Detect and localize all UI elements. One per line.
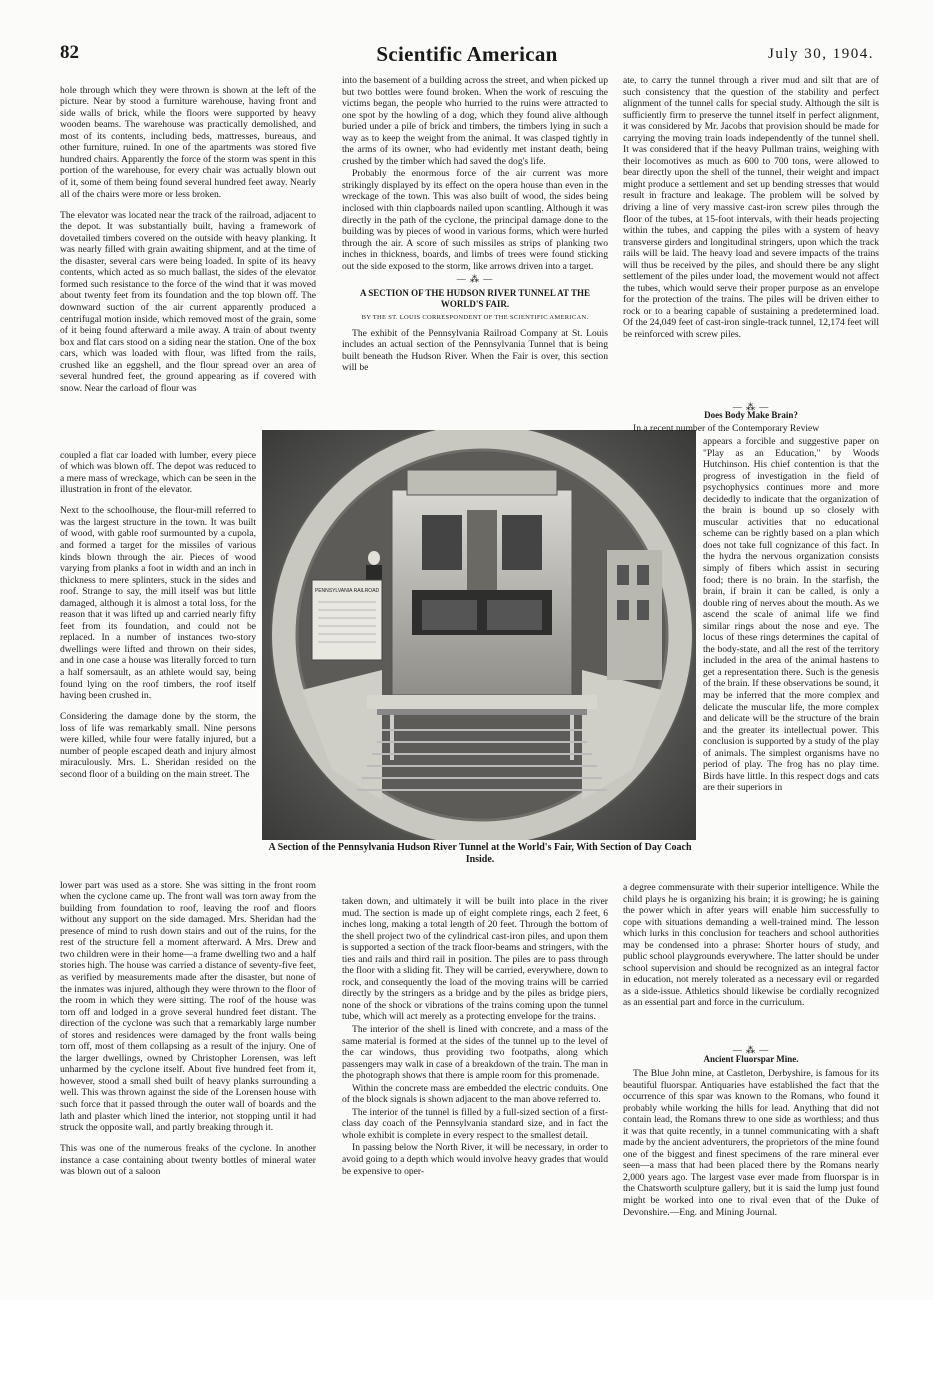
- page-title: Scientific American: [376, 42, 558, 66]
- paragraph: In a recent number of the Contemporary Review: [633, 423, 820, 434]
- paragraph: The interior of the tunnel is filled by a full-sized section of a first-class day coach of the Pennsylvania standard size, and in fact the whole exhibit is complete in every respect to the smallest detail.: [342, 1106, 608, 1141]
- column-3-middle: [623, 882, 879, 1042]
- column-3-narrow: [703, 436, 879, 882]
- paragraph: Probably the enormous force of the air current was more strikingly displayed by its effect on the opera house than even in the wreckage of the town. This was also built of wood, the sides being inclosed with thin clapboards nailed upon scantling. Although it was directly in the path of the cyclone, the principal damage done to the building was by pieces of wood in various forms, which were hurled through the air. A score of such missiles as strips of planking two inches in thickness, boards, and limbs of trees were found sticking out the side exposed to the storm, like arrows driven into a target.: [342, 168, 608, 272]
- column-1-top: [60, 75, 316, 441]
- column-1-narrow: [60, 440, 256, 870]
- column-3-top: [623, 75, 879, 400]
- column-2-bottom: [342, 896, 608, 1296]
- paragraph: appears a forcible and suggestive paper on "Play as an Education," by Woods Hutchinson. His chief contention is that the progress of investigation in the field of psychophysics continues more and more decidedly to indicate that the organization of the brain is bound up so closely with muscular activities that no educational scheme can be rightly based on a plan which does not take full cognizance of this fact. In the hydra the nervous organization consists simply of fibers which assist in securing food; there is no brain. In the starfish, the brain, if brain it can be called, is only a double ring of nerves about the mouth. As we ascend the scale of animal life we find similar rings about the nose and eye. The locus of these rings determines the capital of the body-state, and all the rest of the territory included in the area of the animal hastens to get a representation there. Such is the genesis of the brain. If these observations be sound, it may be inferred that the more complex and delicate the muscular life, the more complex and delicate will be the structure of the brain and the greater its intellectual power. This conclusion is supported by a study of the play of animals. The simplest organisms have no period of play. The frog has no play time. Birds have little. In this respect dogs and cats are their superiors in: [703, 436, 879, 794]
- brain-article-heading: Does Body Make Brain?: [704, 410, 798, 420]
- paragraph: The elevator was located near the track of the railroad, adjacent to the depot. It was substantially built, having a framework of dovetailed timbers covered on the outside with heavy planking. It was nearly filled with grain awaiting shipment, and at the time of the disaster, several cars were being loaded. In spite of its heavy contents, which acted as so much ballast, the sides of the elevator formed such resistance to the force of the wind that it was moved about twenty feet from its foundation and the top blown off. The downward suction of the air current apparently produced a centrifugal motion inside, which removed most of the grain, some of it being found afterward a mile away. A train of about twenty box and flat cars stood on a siding near the station. One of the box cars, which was loaded with flour, was lifted from the rails, crushed like an eggshell, and the flour spread over an area of several hundred feet, the ground appearing as if covered with snow. Near the carload of flour was: [60, 209, 316, 394]
- paragraph: The interior of the shell is lined with concrete, and a mass of the same material is formed at the sides of the tunnel up to the level of the car windows, thus providing two footpaths, along which passengers may walk in case of a breakdown of the train. The man in the photograph shows that there is ample room for this promenade.: [342, 1024, 608, 1082]
- paragraph: This was one of the numerous freaks of the cyclone. In another instance a case containing about twenty bottles of mineral water was blown out of a saloon: [60, 1143, 316, 1178]
- fluorspar-article-heading: Ancient Fluorspar Mine.: [703, 1054, 799, 1064]
- column-2-top: [342, 75, 608, 420]
- ornament-divider: — ⁂ —: [732, 1045, 770, 1055]
- tunnel-article-byline: BY THE ST. LOUIS CORRESPONDENT OF THE SCIENTIFIC AMERICAN.: [361, 314, 589, 322]
- paragraph: into the basement of a building across the street, and when picked up but two bottles were found broken. When the work of rescuing the victims began, the people who hurried to the ruins were attracted to one spot by the howling of a dog, which they found alive although buried under a pile of brick and timbers, the timbers lying in such a way as to keep the weight from the animal. It was clasped tightly in the arms of its owner, who had evidently met instant death, being crushed by the timber which had saved the dog's life.: [342, 75, 608, 167]
- paragraph: hole through which they were thrown is shown at the left of the picture. Near by stood a furniture warehouse, having front and side walls of brick, while the floors were supported by heavy wooden beams. The warehouse was practically demolished, and most of its contents, including beds, mattresses, bureaus, and other furniture, ruined. In one of the apartments was stored five hundred chairs. Apparently the force of the storm was spent in this portion of the warehouse, for every chair was actually blown out of it, some of them being found several hundred feet away. Nearly all of the chairs were more or less broken.: [60, 84, 316, 200]
- page-number: 82: [60, 42, 79, 63]
- tunnel-section-illustration: [262, 430, 696, 840]
- paragraph: taken down, and ultimately it will be built into place in the river mud. The section is made up of eight complete rings, each 2 feet, 6 inches long, making a total length of 20 feet. Through the bottom of the shell project two of the cylindrical cast-iron piles, and upon them is supported a section of the track floor-beams and stringers, with the ties and rails and third rail in position. The piles are to pass through the floor with a sliding fit. They will be carried, everywhere, down to rock, and consequently the load of the moving trains will be carried directly by the stringers as a bridge and by the piles as bridge piers, none of the shock or vibrations of the trains coming upon the tunnel tube, which will act merely as a protecting envelope for the trains.: [342, 896, 608, 1023]
- paragraph: a degree commensurate with their superior intelligence. While the child plays he is organizing his brain; it is growing; he is gaining the power which in after years will enable him successfully to cope with situations demanding a well-trained mind. The lesson which lurks in this conclusion for teachers and school authorities may be condensed into a phrase: Shorter hours of study, and public school playgrounds everywhere. The latter should be under school supervision and should be recognized as an integral factor in education, not merely tolerated as a necessary evil or regarded as a side-issue. Athletics should likewise be cordially recognized as an essential part and force in the curriculum.: [623, 882, 879, 1009]
- tunnel-photograph: [262, 430, 696, 840]
- ornament-divider: — ⁂ —: [456, 274, 494, 285]
- paragraph: coupled a flat car loaded with lumber, every piece of which was blown off. The depot was reduced to a mere mass of wreckage, which can be seen in the illustration in front of the elevator.: [60, 449, 256, 496]
- issue-date: July 30, 1904.: [767, 46, 874, 62]
- paragraph: In passing below the North River, it will be necessary, in order to avoid going to a depth which would involve heavy grades that would be expensive to oper-: [342, 1142, 608, 1177]
- paragraph: Within the concrete mass are embedded the electric conduits. One of the block signals is shown adjacent to the man above referred to.: [342, 1082, 608, 1106]
- brain-article-lead: [623, 423, 879, 435]
- paragraph: ate, to carry the tunnel through a river mud and silt that are of such consistency that the question of the stability and perfect alignment of the tunnel calls for special study. Although the silt is sufficiently firm to preserve the tunnel itself in perfect alignment, it was considered by Mr. Jacobs that provision should be made for carrying the moving train loads independently of the tunnel shell. It was considered that if the heavy Pullman trains, weighing with their locomotives as much as 600 to 700 tons, were allowed to bear directly upon the shell of the tunnel, their weight and impact might produce a settlement and set up bending stresses that would result in fracture and leakage. The problem will be solved by driving a line of very massive cast-iron screw piles through the floor of the tubes, at 15-foot intervals, with their heads projecting within the tubes, and capping the piles with a system of heavy transverse girders and longitudinal stringers, upon which the track rails will be laid. The heavy load and severe impacts of the trains will thus be received by the piles, and should there be any slight settlement of the piles under load, the movement would not affect the tubes, which would serve their proper purpose as an envelope for the protection of the trains. The piles will be driven either to rock or to a bearing capable of sustaining a predetermined load. Of the 24,049 feet of cast-iron single-track tunnel, 12,174 feet will be reinforced with screw piles.: [623, 75, 879, 341]
- paragraph: Considering the damage done by the storm, the loss of life was remarkably small. Nine persons were killed, while four were fatally injured, but a number of people escaped death and injury almost miraculously. Mrs. L. Sheridan resided on the second floor of a building on the main street. The: [60, 711, 256, 780]
- column-3-bottom: [623, 1068, 879, 1298]
- photo-caption: A Section of the Pennsylvania Hudson River Tunnel at the World's Fair, With Section of Day Coach Inside.: [268, 842, 692, 865]
- column-1-bottom: [60, 870, 316, 1298]
- paragraph: The Blue John mine, at Castleton, Derbyshire, is famous for its beautiful fluorspar. Antiquaries have established the fact that the occurrence of this spar was known to the Romans, who found it probably while working the hills for lead. Anything that did not contain lead, the Romans threw to one side as worthless; and thus it was that quite recently, in a tunnel communicating with a shaft made by the ancient adventurers, the proprietors of the mine found one of the biggest and finest specimens of the rare mineral ever seen—a mass that had been placed there by the Romans nearly 2,000 years ago. The largest vase ever made from fluorspar is in the Chatsworth sculpture gallery, but it is said the lump just found might be worked into one to rival even that of the Duke of Devonshire.—Eng. and Mining Journal.: [623, 1068, 879, 1218]
- tunnel-article-heading: A SECTION OF THE HUDSON RIVER TUNNEL AT THE WORLD'S FAIR.: [360, 288, 590, 310]
- paragraph: The exhibit of the Pennsylvania Railroad Company at St. Louis includes an actual section of the Pennsylvania Tunnel that is being built beneath the Hudson River. When the Fair is over, this section will be: [342, 327, 608, 374]
- ornament-divider: — ⁂ —: [732, 402, 770, 412]
- paragraph: Next to the schoolhouse, the flour-mill referred to was the largest structure in the town. It was built of wood, with gable roof surmounted by a cupola, and formed a target for the missiles of various kinds blown through the air. Pieces of wood varying from planks a foot in width and an inch in thickness to mere splinters, stuck in the sides and roof. Strange to say, the mill itself was but little damaged, although it is almost a total loss, for the reason that it was lifted up and carried nearly fifty feet from its foundation, and could not be replaced. In a number of instances two-story dwellings were lifted and thrown on their sides, and in one case a house was literally forced to turn a half somersault, as an athlete would say, being found lying on the roof timbers, the roof itself having been crushed in.: [60, 505, 256, 702]
- paragraph: lower part was used as a store. She was sitting in the front room when the cyclone came up. The front wall was torn away from the building from foundation to roof, leaving the roof and floors without any support on the side damaged. Mrs. Sheridan had the presence of mind to rush down stairs and out of the ruins, for the rest of the structure fell a moment afterward. A Mrs. Drew and two children were in their home—a frame dwelling two and a half stories high. The house was carried a distance of seventy-five feet, as verified by measurements made after the disaster, but none of the inmates was injured, although they were thrown to the floor of the room in which they were sitting. The roof of the house was torn off and lodged in a grove several hundred feet distant. The direction of the cyclone was such that a remarkably large number of stores and residences were damaged by the front walls being torn off, most of them collapsing as a result of the injury. One of the larger dwellings, owned by Christopher Lorensen, was left unharmed by the cyclone itself. About five hundred feet from it, however, stood a small shed built of heavy planks surrounding a well. This was thrown against the side of the Lorensen house with such force that it passed through the outer wall of boards and the lath and plaster which lined the interior, not stopping until it had struck the opposite wall, and partly breaking through it.: [60, 879, 316, 1134]
- exhibit-sign-text: PENNSYLVANIA RAILROAD: [314, 588, 380, 594]
